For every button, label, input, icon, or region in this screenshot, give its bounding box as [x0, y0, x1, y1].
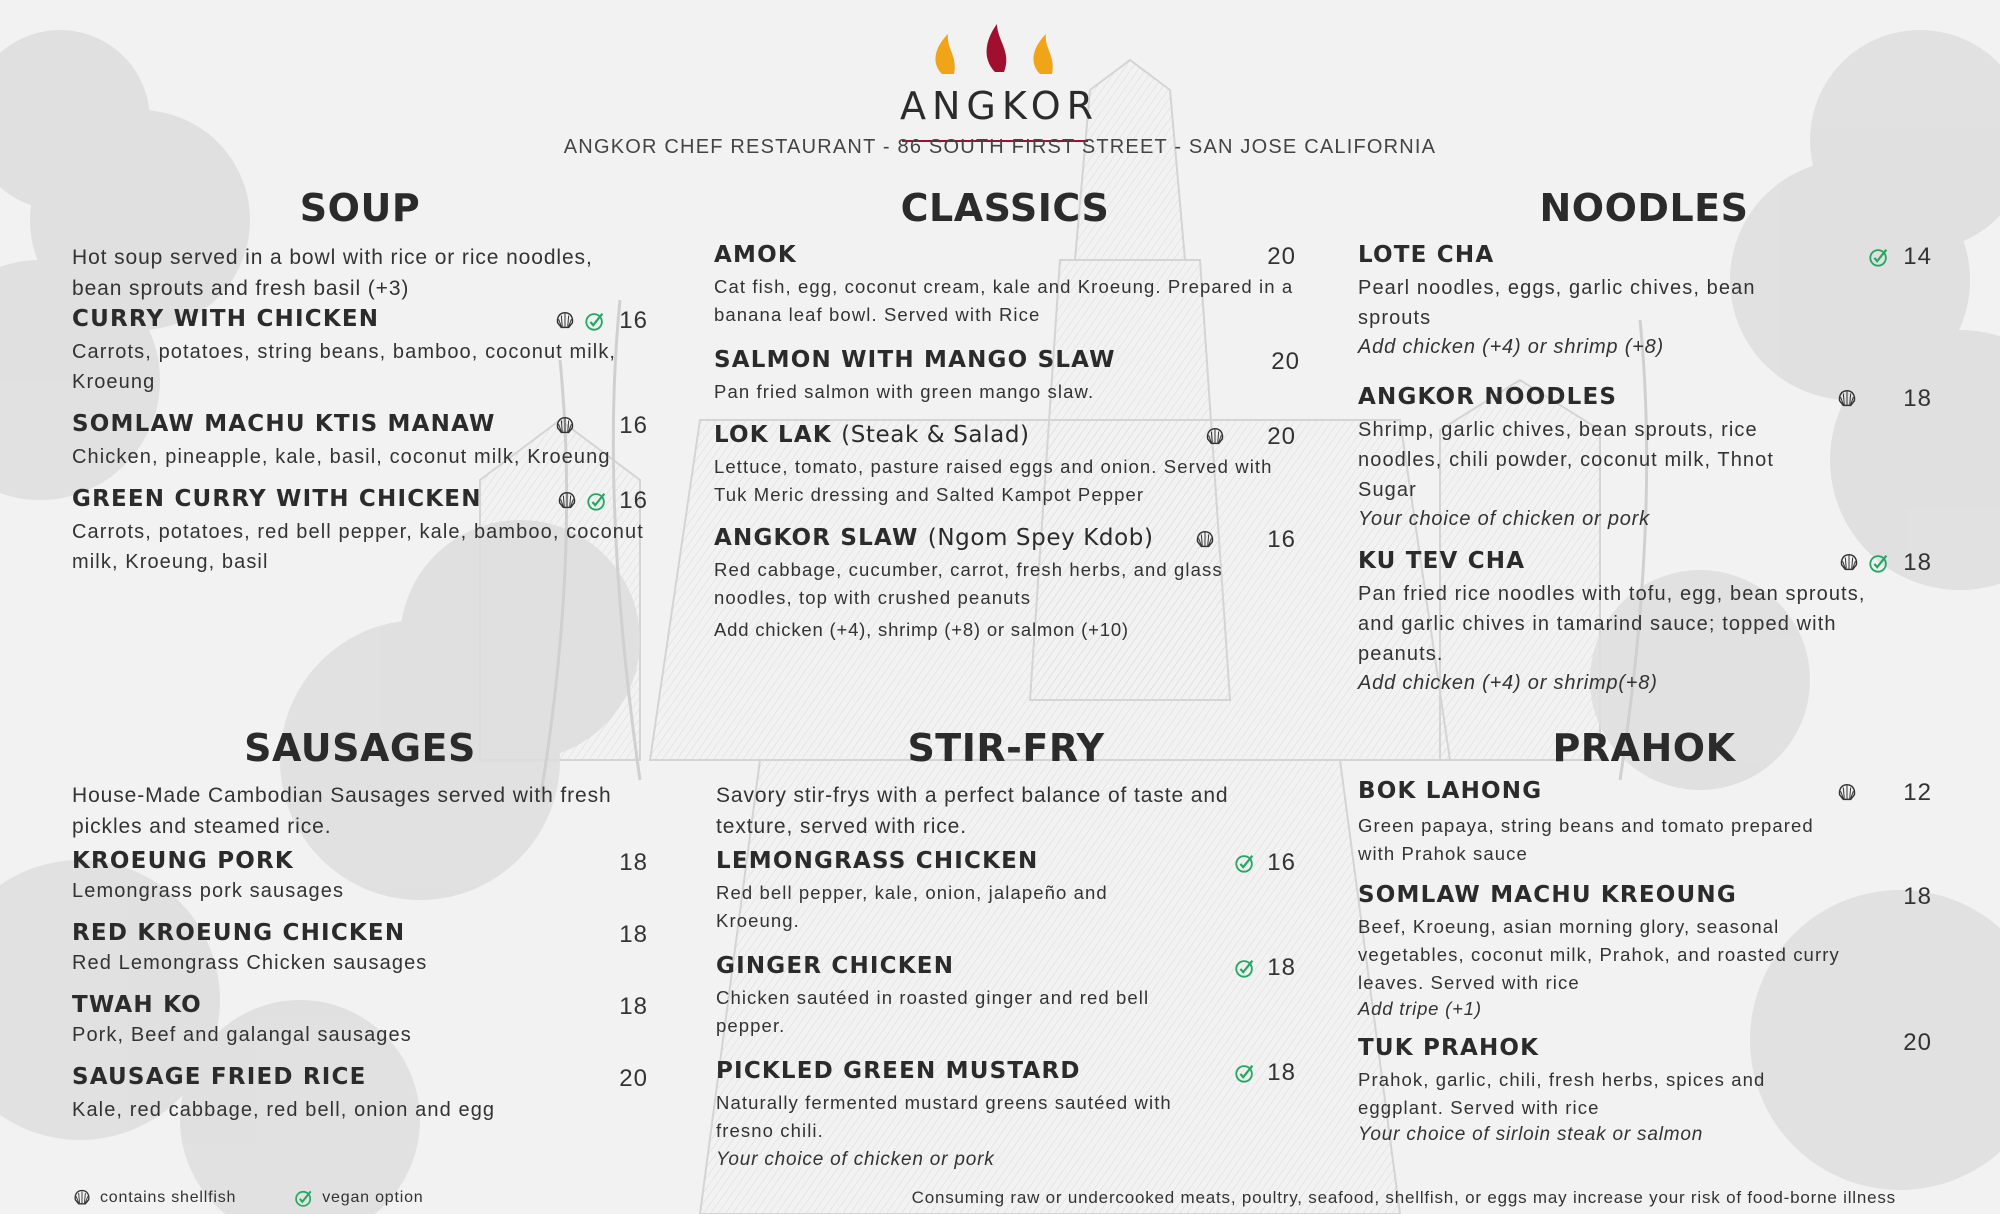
shellfish-icon	[72, 1188, 92, 1208]
noodles-title: NOODLES	[1539, 186, 1749, 230]
item-price: 20	[1267, 423, 1296, 450]
item-name: RED KROEUNG CHICKEN	[72, 920, 406, 946]
item-name: ANGKOR SLAW (Ngom Spey Kdob)	[714, 525, 1154, 551]
item-price: 18	[1903, 385, 1932, 412]
item-price: 16	[619, 307, 648, 334]
item-price: 18	[619, 993, 648, 1020]
shellfish-icon	[554, 415, 576, 437]
item-name: LEMONGRASS CHICKEN	[716, 848, 1039, 874]
item-description: Cat fish, egg, coconut cream, kale and Kroeung. Prepared in a banana leaf bowl. Served with Rice	[714, 276, 1294, 325]
shellfish-icon	[1836, 782, 1858, 804]
vegan-icon	[294, 1188, 314, 1208]
item-price: 14	[1903, 243, 1932, 270]
item-name: KU TEV CHA	[1358, 548, 1526, 574]
sausages-intro: House-Made Cambodian Sausages served with fresh pickles and steamed rice.	[72, 784, 612, 838]
item-name: LOK LAK (Steak & Salad)	[714, 422, 1030, 448]
shellfish-icon	[1836, 388, 1858, 410]
vegan-icon	[1234, 957, 1256, 979]
restaurant-address: ANGKOR CHEF RESTAURANT - 86 SOUTH FIRST STREET - SAN JOSE CALIFORNIA	[563, 136, 1437, 158]
vegan-icon	[1868, 246, 1890, 268]
item-description: Pan fried rice noodles with tofu, egg, bean sprouts, and garlic chives in tamarind sauce; topped with peanuts.	[1358, 583, 1866, 665]
item-price: 20	[1267, 243, 1296, 270]
item-description: Pan fried salmon with green mango slaw.	[714, 381, 1095, 402]
item-description: Red cabbage, cucumber, carrot, fresh herbs, and glass noodles, top with crushed peanuts	[714, 559, 1223, 608]
item-price: 18	[619, 921, 648, 948]
menu-item	[714, 525, 1296, 644]
item-name: SAUSAGE FRIED RICE	[72, 1064, 367, 1090]
menu-item	[1358, 384, 1930, 534]
legend-shellfish	[72, 1188, 236, 1208]
item-description: Carrots, potatoes, string beans, bamboo, coconut milk, Kroeung	[72, 341, 617, 393]
item-name: PICKLED GREEN MUSTARD	[716, 1058, 1081, 1084]
item-note: Your choice of chicken or pork	[716, 1149, 995, 1170]
item-description: Chicken, pineapple, kale, basil, coconut milk, Kroeung	[72, 446, 611, 468]
item-subtitle: (Ngom Spey Kdob)	[927, 525, 1154, 551]
menu-item	[1358, 778, 1930, 868]
stirfry-section	[716, 726, 1296, 1174]
item-name: TUK PRAHOK	[1358, 1035, 1540, 1061]
item-note: Your choice of chicken or pork	[1358, 508, 1650, 530]
item-name: ANGKOR NOODLES	[1358, 384, 1618, 410]
vegan-icon	[1234, 852, 1256, 874]
item-name: SALMON WITH MANGO SLAW	[714, 347, 1116, 373]
item-description: Beef, Kroeung, asian morning glory, seasonal vegetables, coconut milk, Prahok, and roasted curry leaves. Served with rice	[1358, 916, 1840, 993]
item-price: 16	[619, 412, 648, 439]
menu-item	[1358, 548, 1930, 698]
item-price: 18	[1903, 883, 1932, 910]
shellfish-icon	[1204, 426, 1226, 448]
item-name: SOMLAW MACHU KREOUNG	[1358, 882, 1737, 908]
menu-item	[72, 306, 648, 397]
vegan-icon	[1234, 1062, 1256, 1084]
item-description: Red Lemongrass Chicken sausages	[72, 952, 428, 974]
prahok-title: PRAHOK	[1552, 726, 1736, 770]
menu-item	[714, 422, 1296, 509]
icon-legend	[72, 1188, 423, 1208]
item-name: KROEUNG PORK	[72, 848, 294, 874]
logo-flames-icon	[900, 22, 1090, 92]
classics-title: CLASSICS	[900, 186, 1110, 230]
menu-item	[72, 1064, 648, 1125]
angkor-logo	[900, 22, 1100, 128]
item-name: CURRY WITH CHICKEN	[72, 306, 380, 332]
noodles-section	[1358, 186, 1930, 698]
item-name: BOK LAHONG	[1358, 778, 1543, 804]
item-price: 18	[1267, 954, 1296, 981]
item-note: Add tripe (+1)	[1358, 998, 1482, 1019]
shellfish-icon	[556, 490, 578, 512]
item-description: Shrimp, garlic chives, bean sprouts, rice noodles, chili powder, coconut milk, Thnot Sugar	[1358, 419, 1775, 501]
item-description: Chicken sautéed in roasted ginger and red bell pepper.	[716, 987, 1150, 1036]
legend-vegan	[294, 1188, 423, 1208]
item-description: Carrots, potatoes, red bell pepper, kale, bamboo, coconut milk, Kroeung, basil	[72, 521, 644, 573]
item-name: AMOK	[714, 242, 797, 268]
soup-section	[72, 186, 648, 577]
item-price: 18	[1903, 549, 1932, 576]
item-note: Your choice of sirloin steak or salmon	[1358, 1124, 1704, 1145]
shellfish-icon	[554, 310, 576, 332]
item-name: SOMLAW MACHU KTIS MANAW	[72, 411, 496, 437]
item-price: 16	[619, 487, 648, 514]
item-description: Lemongrass pork sausages	[72, 880, 345, 902]
item-description: Prahok, garlic, chili, fresh herbs, spices and eggplant. Served with rice	[1358, 1069, 1766, 1118]
item-description: Lettuce, tomato, pasture raised eggs and onion. Served with Tuk Meric dressing and Salted Kampot Pepper	[714, 456, 1273, 505]
item-price: 16	[1267, 849, 1296, 876]
item-price: 16	[1267, 526, 1296, 553]
item-price: 18	[619, 849, 648, 876]
item-price: 18	[1267, 1059, 1296, 1086]
menu-item	[72, 848, 648, 906]
item-note: Add chicken (+4), shrimp (+8) or salmon (+10)	[714, 619, 1129, 640]
shellfish-icon	[1194, 529, 1216, 551]
item-description: Red bell pepper, kale, onion, jalapeño and Kroeung.	[716, 882, 1108, 931]
item-note: Add chicken (+4) or shrimp (+8)	[1358, 336, 1665, 358]
item-name: TWAH KO	[72, 992, 202, 1018]
stirfry-intro: Savory stir-frys with a perfect balance of taste and texture, served with rice.	[716, 784, 1229, 838]
classics-section	[714, 186, 1300, 644]
prahok-section	[1358, 726, 1930, 1148]
soup-title: SOUP	[299, 186, 421, 230]
item-name: LOTE CHA	[1358, 242, 1495, 268]
vegan-icon	[586, 490, 608, 512]
menu-item	[716, 848, 1296, 935]
stirfry-title: STIR-FRY	[907, 726, 1105, 770]
shellfish-icon	[1838, 552, 1860, 574]
item-description: Naturally fermented mustard greens sautéed with fresno chili.	[716, 1092, 1172, 1141]
logo-text: ANGKOR	[900, 84, 1100, 128]
item-description: Kale, red cabbage, red bell, onion and egg	[72, 1099, 496, 1121]
soup-intro: Hot soup served in a bowl with rice or rice noodles, bean sprouts and fresh basil (+3)	[72, 246, 593, 300]
item-price: 20	[619, 1065, 648, 1092]
item-description: Green papaya, string beans and tomato prepared with Prahok sauce	[1358, 815, 1814, 864]
menu-item	[1358, 242, 1930, 362]
item-subtitle: (Steak & Salad)	[841, 422, 1030, 448]
menu-item	[714, 347, 1300, 406]
legend-shellfish-label: contains shellfish	[100, 1189, 237, 1206]
menu-item	[1358, 882, 1930, 1021]
vegan-icon	[584, 310, 606, 332]
item-price: 20	[1271, 348, 1300, 375]
menu-item	[716, 1058, 1296, 1174]
menu-item	[714, 242, 1296, 329]
food-safety-disclaimer: Consuming raw or undercooked meats, poultry, seafood, shellfish, or eggs may increase your risk of food-borne illness	[911, 1188, 1896, 1207]
item-price: 20	[1903, 1029, 1932, 1056]
vegan-icon	[1868, 552, 1890, 574]
item-description: Pearl noodles, eggs, garlic chives, bean sprouts	[1358, 277, 1756, 329]
menu-item	[1358, 1029, 1932, 1148]
item-price: 12	[1903, 779, 1932, 806]
item-note: Add chicken (+4) or shrimp(+8)	[1358, 672, 1658, 694]
sausages-section	[72, 726, 648, 1125]
item-description: Pork, Beef and galangal sausages	[72, 1024, 412, 1046]
sausages-title: SAUSAGES	[244, 726, 476, 770]
item-name: GINGER CHICKEN	[716, 953, 955, 979]
menu-item	[72, 411, 648, 472]
legend-vegan-label: vegan option	[322, 1189, 424, 1206]
menu-item	[72, 486, 648, 577]
item-name: GREEN CURRY WITH CHICKEN	[72, 486, 482, 512]
menu-item	[716, 953, 1296, 1040]
menu-item	[72, 920, 648, 978]
menu-item	[72, 992, 648, 1050]
